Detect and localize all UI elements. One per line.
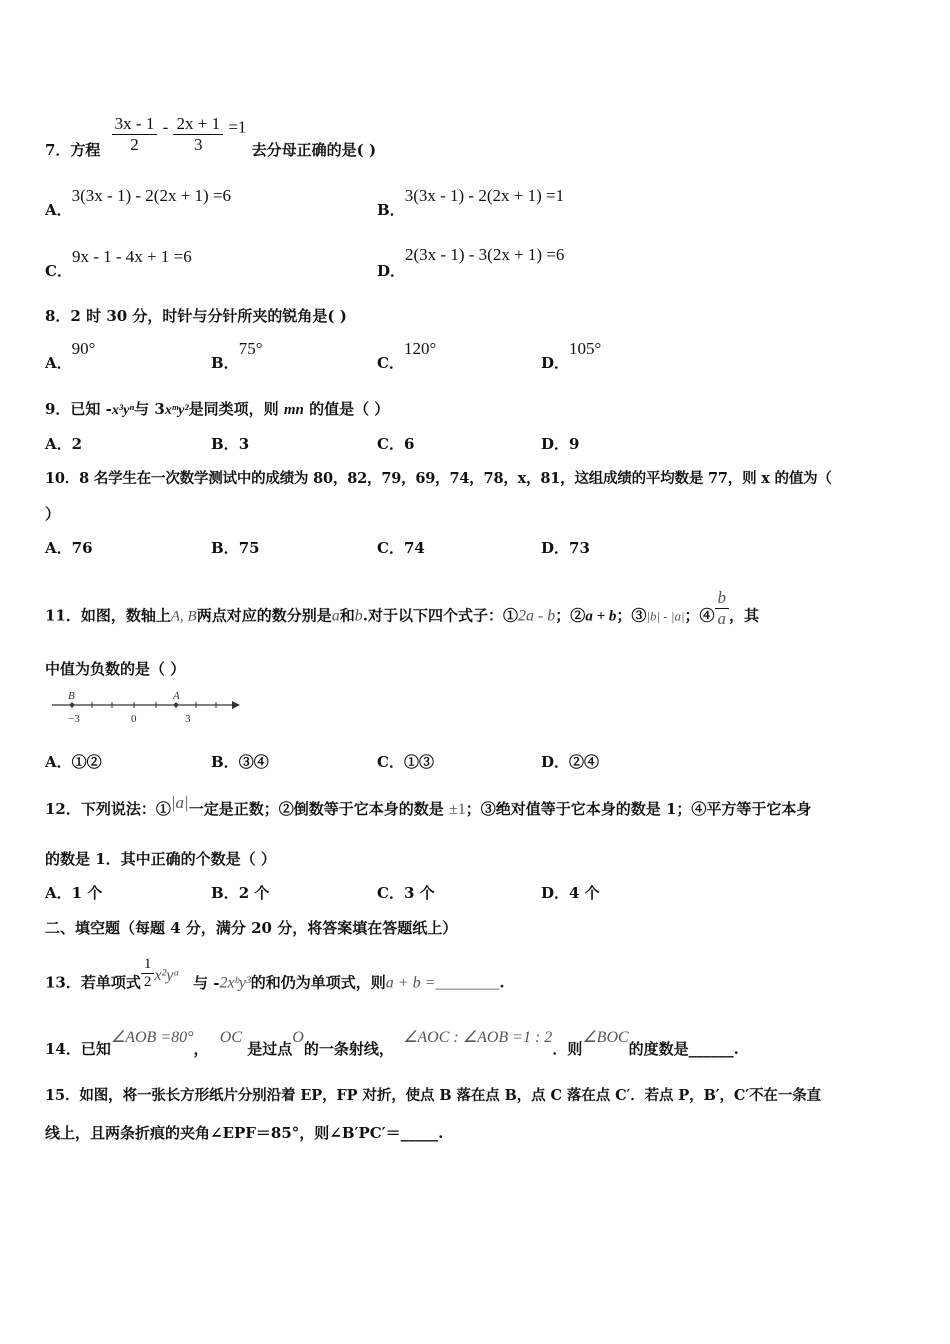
q14-expr1: ∠AOB =80° (110, 1029, 194, 1046)
option-label: C． (377, 884, 404, 902)
q10-stem-line2: ） (45, 505, 61, 523)
q7-frac1-num: 3x - 1 (112, 114, 158, 135)
q14-stem-c: 的一条射线， (303, 1040, 394, 1058)
option-text: 75° (238, 339, 263, 358)
option-text: 105° (569, 339, 602, 358)
q11-option-d[interactable] (541, 751, 599, 772)
q9-option-a[interactable] (45, 433, 82, 454)
q11-stem-line1 (45, 588, 760, 637)
q10-option-c[interactable] (377, 537, 425, 558)
q10-option-a[interactable] (45, 537, 93, 558)
option-text: 9 (569, 435, 580, 453)
q14-stem-d: ．则 (552, 1040, 583, 1058)
option-label: A． (45, 201, 72, 219)
label-a: A (173, 690, 180, 702)
option-label: B． (377, 201, 405, 219)
option-label: A． (45, 539, 72, 557)
q12-option-c[interactable] (377, 882, 435, 903)
q9-term2: xᵐy² (164, 403, 189, 418)
label-b: B (68, 690, 75, 702)
option-label: A． (45, 354, 72, 372)
option-label: C． (45, 262, 72, 280)
q12-abs-a: |a| (170, 793, 189, 812)
option-text: ②④ (569, 753, 600, 771)
option-label: B． (211, 435, 239, 453)
q14-o: O (292, 1029, 304, 1046)
option-text: 1 个 (71, 884, 103, 902)
q7-frac2-den: 3 (194, 135, 203, 154)
option-text: 90° (71, 339, 96, 358)
option-text: 2 个 (238, 884, 270, 902)
option-label: D． (541, 884, 570, 902)
q7-rhs: =1 (228, 117, 247, 137)
option-label: D． (541, 435, 570, 453)
point-a (174, 703, 178, 707)
q13-frac (141, 956, 155, 991)
q14-expr2: ∠AOC : ∠AOB =1 : 2 (403, 1029, 553, 1046)
q15-stem-line2: 线上，且两条折痕的夹角∠EPF＝85°，则∠B′PC′＝_____. (45, 1124, 444, 1142)
option-text: 9x - 1 - 4x + 1 =6 (71, 247, 192, 266)
q11-expr4 (715, 588, 730, 629)
q13-stem-b: 与 - (192, 973, 220, 992)
q11-stem-line2: 中值为负数的是（ ） (45, 660, 186, 678)
tick-label-0: 0 (131, 713, 137, 725)
q11-expr4-den: a (717, 609, 727, 628)
option-label: D． (541, 753, 570, 771)
q8-option-c[interactable] (377, 338, 437, 372)
q11-sep1: ；② (555, 606, 586, 625)
q13-expr: a + b =________ (385, 974, 500, 992)
option-label: D． (541, 539, 570, 557)
q10-option-b[interactable] (211, 537, 260, 558)
q10-stem-line1: 10．8 名学生在一次数学测试中的成绩为 80，82，79，69，74，78，x，81，这组成绩的平均数是 77，则 x 的值为（ (45, 470, 832, 487)
q14-stem (45, 1029, 739, 1059)
q7-frac2-num: 2x + 1 (173, 114, 223, 135)
q11-option-c[interactable] (377, 751, 434, 772)
q9-stem-c: 是同类项，则 (188, 400, 279, 418)
option-text: 3(3x - 1) - 2(2x + 1) =6 (71, 186, 232, 205)
q15-stem-line1: 15．如图，将一张长方形纸片分别沿着 EP，FP 对折，使点 B 落在点 B，点 C 落在点 C′．若点 P，B′，C′不在一条直 (45, 1087, 822, 1104)
q12-pm1: ±1 (448, 801, 466, 818)
q8-option-b[interactable] (211, 338, 263, 372)
q13-stem-c: 的和仍为单项式，则 (250, 973, 386, 992)
option-label: C． (377, 435, 404, 453)
option-text: 3 (238, 435, 250, 453)
q7-frac2 (173, 114, 223, 155)
option-text: ③④ (238, 753, 269, 771)
tick-label-3: 3 (185, 713, 191, 725)
q13-stem-a: 13．若单项式 (45, 973, 141, 992)
q11-sep2: ；③ (616, 606, 647, 625)
q7-frac1 (112, 114, 158, 155)
q11-stem-c: .对于以下四个式子：① (362, 606, 518, 625)
option-label: C． (377, 354, 404, 372)
q7-stem (45, 108, 377, 159)
q9-term1: x³yⁿ (111, 403, 135, 418)
q8-option-d[interactable] (541, 338, 602, 372)
q8-option-a[interactable] (45, 338, 96, 372)
option-label: C． (377, 539, 404, 557)
option-label: A． (45, 435, 72, 453)
q14-stem-a: 14．已知 (45, 1040, 111, 1058)
option-label: A． (45, 753, 72, 771)
q11-a: a (331, 607, 340, 625)
option-text: 2(3x - 1) - 3(2x + 1) =6 (405, 245, 565, 264)
q9-stem-d: 的值是（ ） (309, 400, 390, 418)
q11-stem-b: 两点对应的数分别是 (196, 606, 332, 625)
option-text: 3(3x - 1) - 2(2x + 1) =1 (404, 186, 565, 205)
option-label: B． (211, 539, 239, 557)
option-text: 76 (71, 539, 93, 557)
q12-stem-c: ；③绝对值等于它本身的数是 1；④平方等于它本身 (465, 800, 812, 818)
option-label: B． (211, 354, 239, 372)
q14-stem-b: 是过点 (247, 1040, 293, 1058)
option-text: 74 (403, 539, 425, 557)
q9-stem-a: 9．已知 - (45, 400, 112, 418)
q7-option-c[interactable] (45, 246, 192, 280)
option-text: 4 个 (569, 884, 600, 902)
q9-option-b[interactable] (211, 433, 249, 454)
option-text: ①② (71, 753, 102, 771)
q7-option-b[interactable] (377, 185, 565, 219)
tick-label-neg3: −3 (68, 713, 80, 725)
q12-stem-line1 (45, 793, 812, 819)
q7-option-a[interactable] (45, 185, 232, 219)
q14-expr3: ∠BOC (582, 1029, 629, 1046)
q11-sep3: ；④ (684, 606, 715, 625)
option-text: 75 (238, 539, 260, 557)
q12-stem-a: 12．下列说法：① (45, 800, 171, 818)
q14-stem-e: 的度数是______. (628, 1040, 739, 1058)
q9-option-c[interactable] (377, 433, 414, 454)
q11-expr4-num: b (715, 588, 730, 609)
number-line-figure (48, 688, 248, 733)
q11-stem-a: 11．如图，数轴上 (45, 606, 171, 625)
number-line-arrow-icon (232, 701, 240, 709)
q10-option-d[interactable] (541, 537, 590, 558)
q11-expr3: |b| - |a| (646, 608, 685, 624)
q11-and: 和 (339, 606, 355, 625)
q7-option-d[interactable] (377, 244, 565, 280)
q11-b: b (354, 607, 363, 625)
option-text: 73 (569, 539, 590, 557)
q12-stem-b: 一定是正数；②倒数等于它本身的数是 (188, 800, 444, 818)
q13-term2: 2xᵇy³ (219, 974, 251, 992)
q14-oc: OC (219, 1029, 242, 1046)
q9-stem (45, 398, 389, 419)
q7-suffix: 去分母正确的是( ) (251, 140, 377, 159)
q13-frac-den: 2 (143, 974, 152, 990)
option-label: D． (377, 262, 406, 280)
option-text: 6 (403, 435, 415, 453)
q11-ab: A, B (170, 608, 197, 625)
q14-comma: ， (193, 1040, 209, 1058)
option-label: B． (211, 753, 239, 771)
q12-option-a[interactable] (45, 882, 102, 903)
q11-expr2: a + b (585, 608, 617, 625)
option-text: ①③ (403, 753, 434, 771)
q7-prefix: 7．方程 (45, 140, 101, 159)
q9-stem-b: 与 3 (134, 400, 165, 418)
q11-option-b[interactable] (211, 751, 269, 772)
q11-option-a[interactable] (45, 751, 102, 772)
q9-mn: mn (283, 402, 304, 418)
q12-option-b[interactable] (211, 882, 269, 903)
option-label: C． (377, 753, 404, 771)
q11-sep4: ，其 (729, 606, 760, 625)
q11-expr1: 2a - b (517, 607, 556, 625)
q13-term1: x²yᵃ (154, 966, 180, 984)
option-text: 3 个 (403, 884, 435, 902)
q13-frac-num: 1 (141, 956, 155, 974)
q7-frac1-den: 2 (130, 135, 139, 154)
point-b (70, 703, 74, 707)
q8-stem: 8．2 时 30 分，时针与分针所夹的锐角是( ) (45, 307, 347, 325)
option-text: 120° (403, 339, 437, 358)
q12-stem-line2: 的数是 1．其中正确的个数是（ ） (45, 850, 276, 868)
option-label: B． (211, 884, 239, 902)
section-2-title: 二、填空题（每题 4 分，满分 20 分，将答案填在答题纸上） (45, 919, 458, 937)
q9-option-d[interactable] (541, 433, 579, 454)
option-label: D． (541, 354, 570, 372)
option-text: 2 (71, 435, 83, 453)
q12-option-d[interactable] (541, 882, 600, 903)
q13-end: . (499, 973, 505, 992)
option-label: A． (45, 884, 72, 902)
q7-minus: - (162, 117, 169, 137)
q13-stem (45, 956, 505, 1001)
